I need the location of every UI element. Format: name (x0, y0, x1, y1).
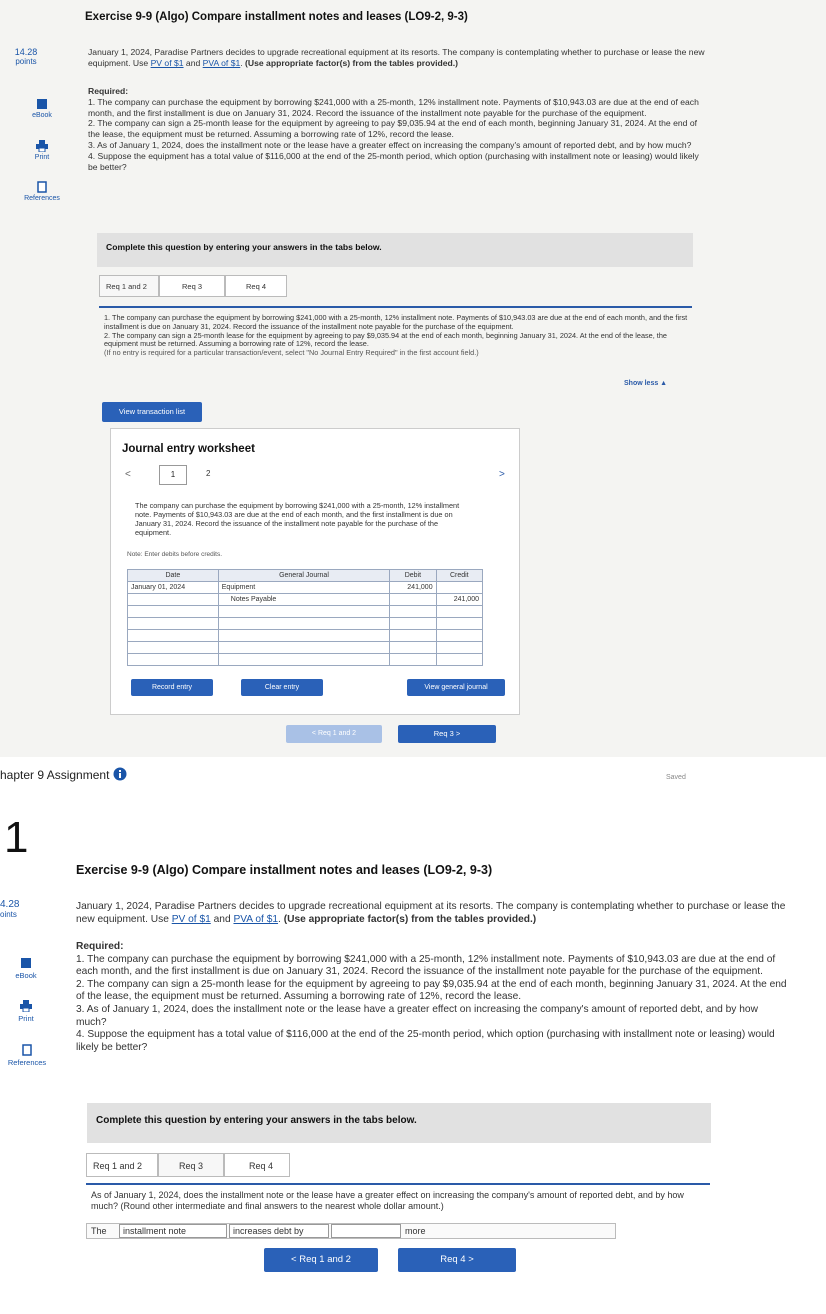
score-points: 14.28 points (14, 47, 38, 66)
journal-date-cell[interactable] (128, 654, 219, 666)
book-icon (20, 957, 32, 969)
journal-credit-cell[interactable] (436, 630, 482, 642)
journal-credit-cell[interactable] (436, 654, 482, 666)
complete-question-bar: Complete this question by entering your answers in the tabs below. (97, 233, 693, 267)
journal-table (127, 569, 483, 666)
required-section-bottom: Required: 1. The company can purchase the equipment by borrowing $241,000 with a 25-month, 12% installment note. Payments of $10,943.03 are due at the end of each month, and the first installment is due on January 31, 2024. Record the issuance of the installment note payable for the purchase of the equipment. 2. The company can sign a 25-month lease for the equipment by agreeing to pay $9,035.94 at the end of each month, beginning January 31, 2024. At the end of the lease, the equipment must be returned. Assuming a borrowing rate of 12%, record the lease. 3. As of January 1, 2024, does the installment note or the lease have a greater effect on increasing the company's amount of reported debt, and by how much? 4. Suppose the equipment has a total value of $116,000 at the end of the 25-month period, which option (purchasing with installment note or leasing) would likely be better? (76, 941, 787, 1053)
journal-debit-cell[interactable] (390, 642, 436, 654)
tab-req-1-2[interactable]: Req 1 and 2 (99, 275, 159, 297)
journal-date-cell[interactable] (128, 630, 219, 642)
journal-account-cell[interactable] (218, 618, 389, 630)
journal-account-cell[interactable] (218, 642, 389, 654)
journal-credit-cell[interactable] (436, 582, 482, 594)
journal-row (128, 582, 483, 594)
tab-req-4[interactable]: Req 4 (225, 275, 287, 297)
journal-date-cell[interactable] (128, 642, 219, 654)
worksheet-next-arrow[interactable]: > (499, 469, 505, 480)
journal-row (128, 618, 483, 630)
printer-icon (20, 1000, 32, 1012)
book-icon (36, 98, 48, 110)
pva-link[interactable]: PVA of $1 (202, 58, 241, 68)
journal-credit-cell[interactable]: 241,000 (436, 594, 482, 606)
tab-req-3-bottom[interactable]: Req 3 (158, 1153, 224, 1177)
journal-row (128, 654, 483, 666)
journal-row (128, 606, 483, 618)
journal-account-cell[interactable]: Equipment (218, 582, 389, 594)
pva-link-bottom[interactable]: PVA of $1 (233, 913, 279, 925)
journal-debit-cell[interactable] (390, 630, 436, 642)
journal-row (128, 630, 483, 642)
worksheet-page-1[interactable]: 1 (159, 465, 187, 485)
req3-question: As of January 1, 2024, does the installment note or the lease have a greater effect on increasing the company's amount of reported debt, and by how much? (Round other intermediate and final answers to the nearest whole dollar amount.) (86, 1183, 710, 1213)
pv-link-bottom[interactable]: PV of $1 (171, 913, 211, 925)
header-debit: Debit (390, 570, 436, 582)
answer-word-the: The (91, 1226, 107, 1236)
journal-date-cell[interactable] (128, 618, 219, 630)
journal-credit-cell[interactable] (436, 642, 482, 654)
journal-rows (128, 582, 483, 666)
complete-question-bar-bottom: Complete this question by entering your answers in the tabs below. (87, 1103, 711, 1143)
pv-link[interactable]: PV of $1 (150, 58, 184, 68)
journal-credit-cell[interactable] (436, 618, 482, 630)
tab-req-4-bottom[interactable]: Req 4 (224, 1153, 290, 1177)
record-entry-button[interactable]: Record entry (131, 679, 213, 696)
references-icon (36, 181, 48, 193)
exercise-title-bottom: Exercise 9-9 (Algo) Compare installment notes and leases (LO9-2, 9-3) (76, 863, 493, 877)
info-icon[interactable] (113, 767, 127, 781)
references-icon (21, 1044, 33, 1056)
tab-req-3[interactable]: Req 3 (159, 275, 225, 297)
journal-row (128, 642, 483, 654)
clear-entry-button[interactable]: Clear entry (241, 679, 323, 696)
req3-answer-row (86, 1223, 616, 1239)
amount-input[interactable] (331, 1224, 401, 1238)
question-number: 1 (4, 813, 29, 862)
print-link[interactable]: Print (24, 140, 60, 161)
bottom-screen-panel (0, 757, 826, 1314)
required-section: Required: 1. The company can purchase the equipment by borrowing $241,000 with a 25-month, 12% installment note. Payments of $10,943.03 are due at the end of each month, and the first installment is due on January 31, 2024. Record the issuance of the installment note payable for the purchase of the equipment. 2. The company can sign a 25-month lease for the equipment by agreeing to pay $9,035.94 at the end of each month, beginning January 31, 2024. At the end of the lease, the equipment must be returned. Assuming a borrowing rate of 12%, record the lease. 3. As of January 1, 2024, does the installment note or the lease have a greater effect on increasing the company's amount of reported debt, and by how much? 4. Suppose the equipment has a total value of $116,000 at the end of the 25-month period, which option (purchasing with installment note or leasing) would likely be better? (88, 86, 699, 172)
journal-debit-cell[interactable]: 241,000 (390, 582, 436, 594)
score-points-bottom: 4.28 oints (0, 899, 20, 919)
saved-indicator: Saved (666, 774, 686, 781)
view-general-journal-button[interactable]: View general journal (407, 679, 505, 696)
printer-icon (36, 140, 48, 152)
show-less-link[interactable]: Show less ▲ (624, 380, 668, 387)
option-select[interactable]: installment note (119, 1224, 227, 1238)
journal-entry-worksheet (110, 428, 520, 715)
view-transaction-list-button[interactable]: View transaction list (102, 402, 202, 422)
next-req-button-top[interactable]: Req 3 > (398, 725, 496, 743)
effect-select[interactable]: increases debt by (229, 1224, 329, 1238)
intro-paragraph: January 1, 2024, Paradise Partners decides to upgrade recreational equipment at its resorts. The company is contemplating whether to purchase or lease the new equipment. Use PV of $1 and PVA of $1. (Use appropriate factor(s) from the tables provided.) (88, 47, 705, 68)
header-credit: Credit (436, 570, 482, 582)
journal-debit-cell[interactable] (390, 594, 436, 606)
references-link-bottom[interactable]: References (2, 1044, 52, 1067)
journal-debit-cell[interactable] (390, 606, 436, 618)
req12-instructions: 1. The company can purchase the equipment by borrowing $241,000 with a 25-month, 12% installment note. Payments of $10,943.03 are due at the end of each month, and the first installment is due on January 31, 2024. Record the issuance of the installment note payable for the purchase of the equipment. 2. The company can sign a 25-month lease for the equipment by agreeing to pay $9,035.94 at the end of each month, beginning January 31, 2024. At the end of the lease, the equipment must be returned. Assuming a borrowing rate of 12%, record the lease. (If no entry is required for a particular transaction/event, select "No Journal Entry Required" in the first account field.) (99, 306, 692, 386)
ebook-link-bottom[interactable]: eBook (8, 957, 44, 980)
references-link[interactable]: References (18, 181, 66, 202)
worksheet-page-2[interactable]: 2 (206, 469, 211, 478)
tab-req-1-2-bottom[interactable]: Req 1 and 2 (86, 1153, 158, 1177)
prev-req-button-top[interactable]: < Req 1 and 2 (286, 725, 382, 743)
worksheet-title: Journal entry worksheet (122, 443, 255, 455)
journal-debit-cell[interactable] (390, 618, 436, 630)
next-req-button-bottom[interactable]: Req 4 > (398, 1248, 516, 1272)
journal-date-cell[interactable] (128, 594, 219, 606)
journal-account-cell[interactable] (218, 606, 389, 618)
print-link-bottom[interactable]: Print (8, 1000, 44, 1023)
worksheet-description: The company can purchase the equipment by borrowing $241,000 with a 25-month, 12% installment note. Payments of $10,943.03 are due at the end of each month, and the first installment is due on January 31, 2024. Record the issuance of the installment note payable for the purchase of the equipment. (135, 501, 460, 537)
ebook-link[interactable]: eBook (24, 98, 60, 119)
exercise-title: Exercise 9-9 (Algo) Compare installment notes and leases (LO9-2, 9-3) (85, 11, 468, 23)
answer-word-more: more (405, 1226, 426, 1236)
journal-credit-cell[interactable] (436, 606, 482, 618)
header-general-journal: General Journal (218, 570, 389, 582)
journal-date-cell[interactable]: January 01, 2024 (128, 582, 219, 594)
assignment-label: hapter 9 Assignment (0, 767, 127, 782)
worksheet-note: Note: Enter debits before credits. (127, 551, 223, 558)
journal-account-cell[interactable]: Notes Payable (218, 594, 389, 606)
journal-debit-cell[interactable] (390, 654, 436, 666)
intro-paragraph-bottom: January 1, 2024, Paradise Partners decides to upgrade recreational equipment at its resorts. The company is contemplating whether to purchase or lease the new equipment. Use PV of $1 and PVA of $1. (Use appropriate factor(s) from the tables provided.) (76, 901, 786, 925)
prev-req-button-bottom[interactable]: < Req 1 and 2 (264, 1248, 378, 1272)
journal-row (128, 594, 483, 606)
journal-account-cell[interactable] (218, 654, 389, 666)
journal-account-cell[interactable] (218, 630, 389, 642)
header-date: Date (128, 570, 219, 582)
journal-date-cell[interactable] (128, 606, 219, 618)
worksheet-prev-arrow[interactable]: < (125, 469, 131, 480)
